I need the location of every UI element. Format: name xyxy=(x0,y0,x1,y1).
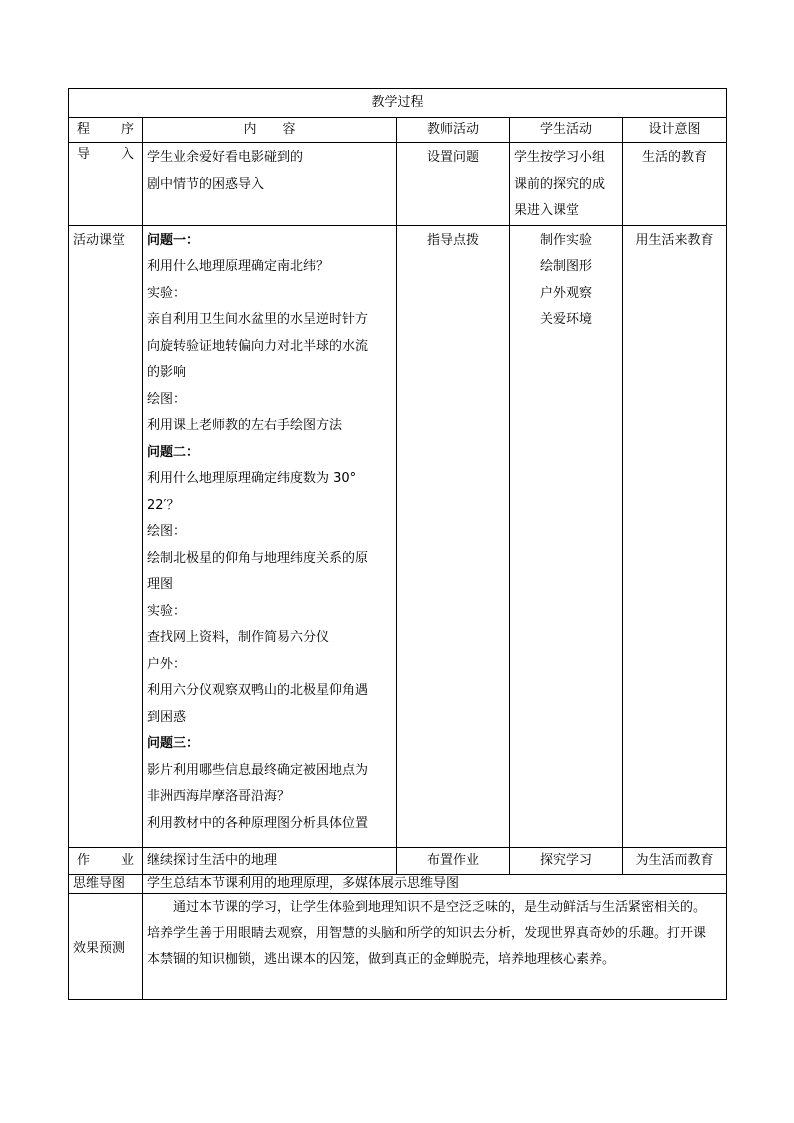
homework-content: 继续探讨生活中的地理 xyxy=(143,847,397,874)
homework-stage: 作 业 xyxy=(69,847,143,874)
activity-stage: 活动课堂 xyxy=(69,225,143,847)
activity-row xyxy=(69,225,727,847)
intro-student: 学生按学习小组 课前的探究的成 果进入课堂 xyxy=(510,143,623,226)
activity-content: 问题一： 利用什么地理原理确定南北纬？ 实验： 亲自利用卫生间水盆里的水呈逆时针方 向旋转验证地转偏向力对北半球的水流 的影响 绘图： 利用课上老师教的左右手绘图方法 问题二： 利用什么地理原理确定纬度数为 30° 22′？ 绘图： 绘制北极星的仰角与地理纬度关系的原 理图 实验： 查找网上资料，制作简易六分仪 户外： 利用六分仪观察双鸭山的北极星仰角遇 到困惑 问题三： 影片利用哪些信息最终确定被困地点为 非洲西海岸摩洛哥沿海？ 利用教材中的各种原理图分析具体位置 xyxy=(143,225,397,847)
mindmap-stage: 思维导图 xyxy=(69,874,143,893)
effect-content: 通过本节课的学习，让学生体验到地理知识不是空泛乏味的，是生动鲜活与生活紧密相关的。培养学生善于用眼睛去观察，用智慧的头脑和所学的知识去分析，发现世界真奇妙的乐趣。打开课本禁锢的知识枷锁，逃出课本的囚笼，做到真正的金蝉脱壳，培养地理核心素养。 xyxy=(143,893,727,999)
header-student: 学生活动 xyxy=(510,118,623,143)
mindmap-content: 学生总结本节课利用的地理原理，多媒体展示思维导图 xyxy=(143,874,727,893)
title-row xyxy=(69,89,727,118)
effect-stage: 效果预测 xyxy=(69,893,143,999)
intro-teacher: 设置问题 xyxy=(397,143,510,226)
homework-student: 探究学习 xyxy=(510,847,623,874)
table-title: 教学过程 xyxy=(69,89,727,118)
homework-intent: 为生活而教育 xyxy=(623,847,727,874)
header-content: 内 容 xyxy=(143,118,397,143)
header-row xyxy=(69,118,727,143)
header-intent: 设计意图 xyxy=(623,118,727,143)
activity-student: 制作实验 绘制图形 户外观察 关爱环境 xyxy=(510,225,623,847)
activity-teacher: 指导点拨 xyxy=(397,225,510,847)
header-procedure: 程 序 xyxy=(69,118,143,143)
intro-row xyxy=(69,143,727,226)
mindmap-row xyxy=(69,874,727,893)
homework-row xyxy=(69,847,727,874)
homework-teacher: 布置作业 xyxy=(397,847,510,874)
activity-intent: 用生活来教育 xyxy=(623,225,727,847)
intro-content: 学生业余爱好看电影碰到的 剧中情节的困惑导入 xyxy=(143,143,397,226)
header-teacher: 教师活动 xyxy=(397,118,510,143)
intro-intent: 生活的教育 xyxy=(623,143,727,226)
intro-stage: 导 入 xyxy=(69,143,143,226)
effect-row xyxy=(69,893,727,999)
lesson-process-table xyxy=(68,88,727,1000)
